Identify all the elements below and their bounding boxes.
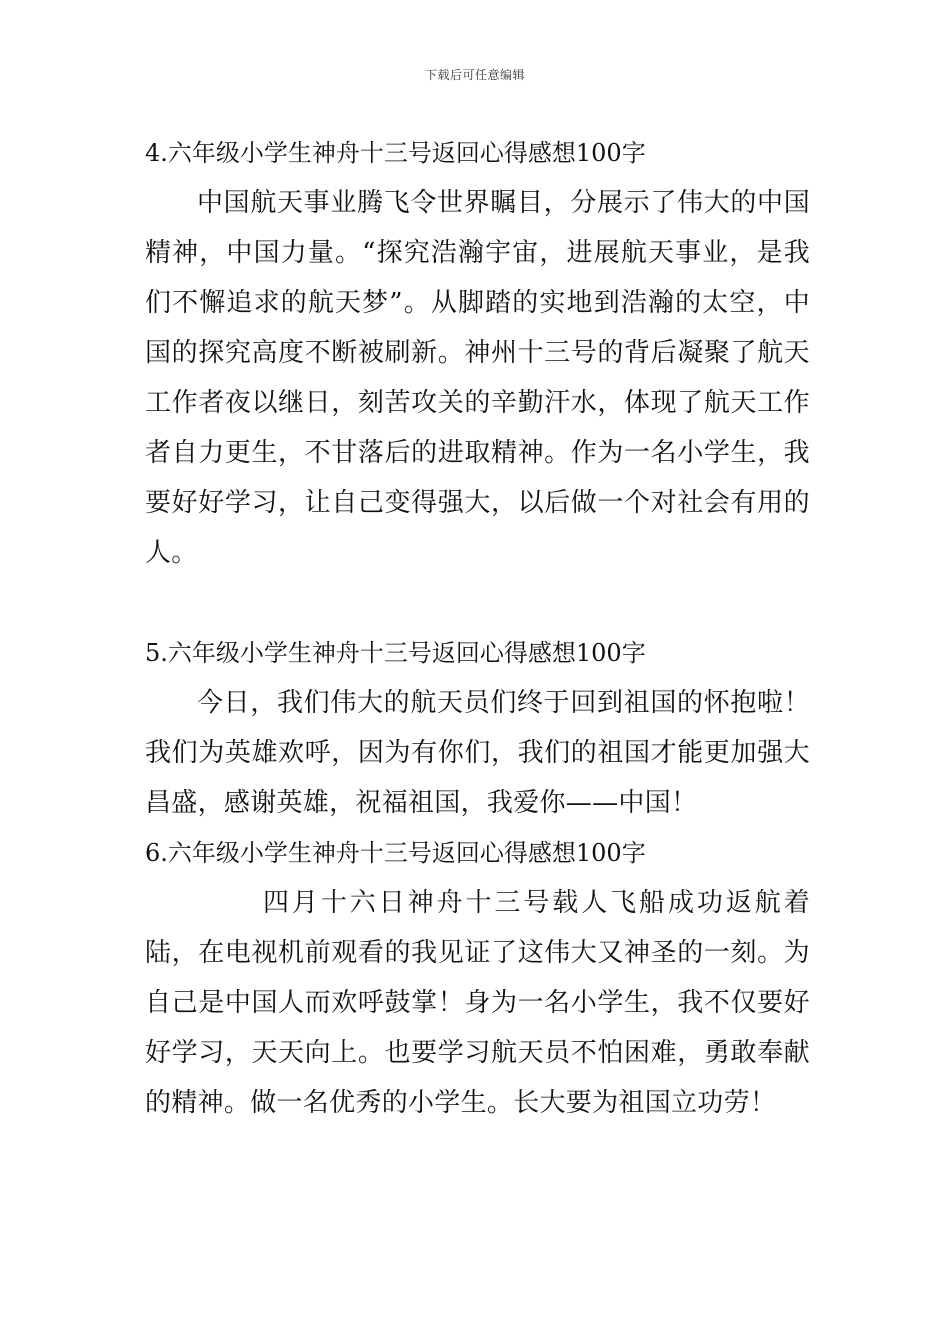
- section-gap: [145, 578, 810, 628]
- section-title-5: 5.六年级小学生神舟十三号返回心得感想100字: [145, 639, 646, 667]
- section-body-6: 四月十六日神舟十三号载人飞船成功返航着陆，在电视机前观看的我见证了这伟大又神圣的一刻。为自己是中国人而欢呼鼓掌！身为一名小学生，我不仅要好好学习，天天向上。也要学习航天员不怕困难，勇敢奉献的精神。做一名优秀的小学生。长大要为祖国立功劳！: [145, 888, 810, 1118]
- section-body-5: 今日，我们伟大的航天员们终于回到祖国的怀抱啦！我们为英雄欢呼，因为有你们，我们的祖国才能更加强大昌盛，感谢英雄，祝福祖国，我爱你——中国！: [145, 688, 810, 818]
- header-note: 下载后可任意编辑: [424, 68, 525, 82]
- document-content: [145, 128, 810, 1128]
- section-body-4: 中国航天事业腾飞令世界瞩目，分展示了伟大的中国精神，中国力量。“探究浩瀚宇宙，进展航天事业，是我们不懈追求的航天梦”。从脚踏的实地到浩瀚的太空，中国的探究高度不断被刷新。神州十三号的背后凝聚了航天工作者夜以继日，刻苦攻关的辛勤汗水，体现了航天工作者自力更生，不甘落后的进取精神。作为一名小学生，我要好好学习，让自己变得强大，以后做一个对社会有用的人。: [145, 188, 810, 568]
- section-title-4: 4.六年级小学生神舟十三号返回心得感想100字: [145, 139, 646, 167]
- section-title-6: 6.六年级小学生神舟十三号返回心得感想100字: [145, 839, 646, 867]
